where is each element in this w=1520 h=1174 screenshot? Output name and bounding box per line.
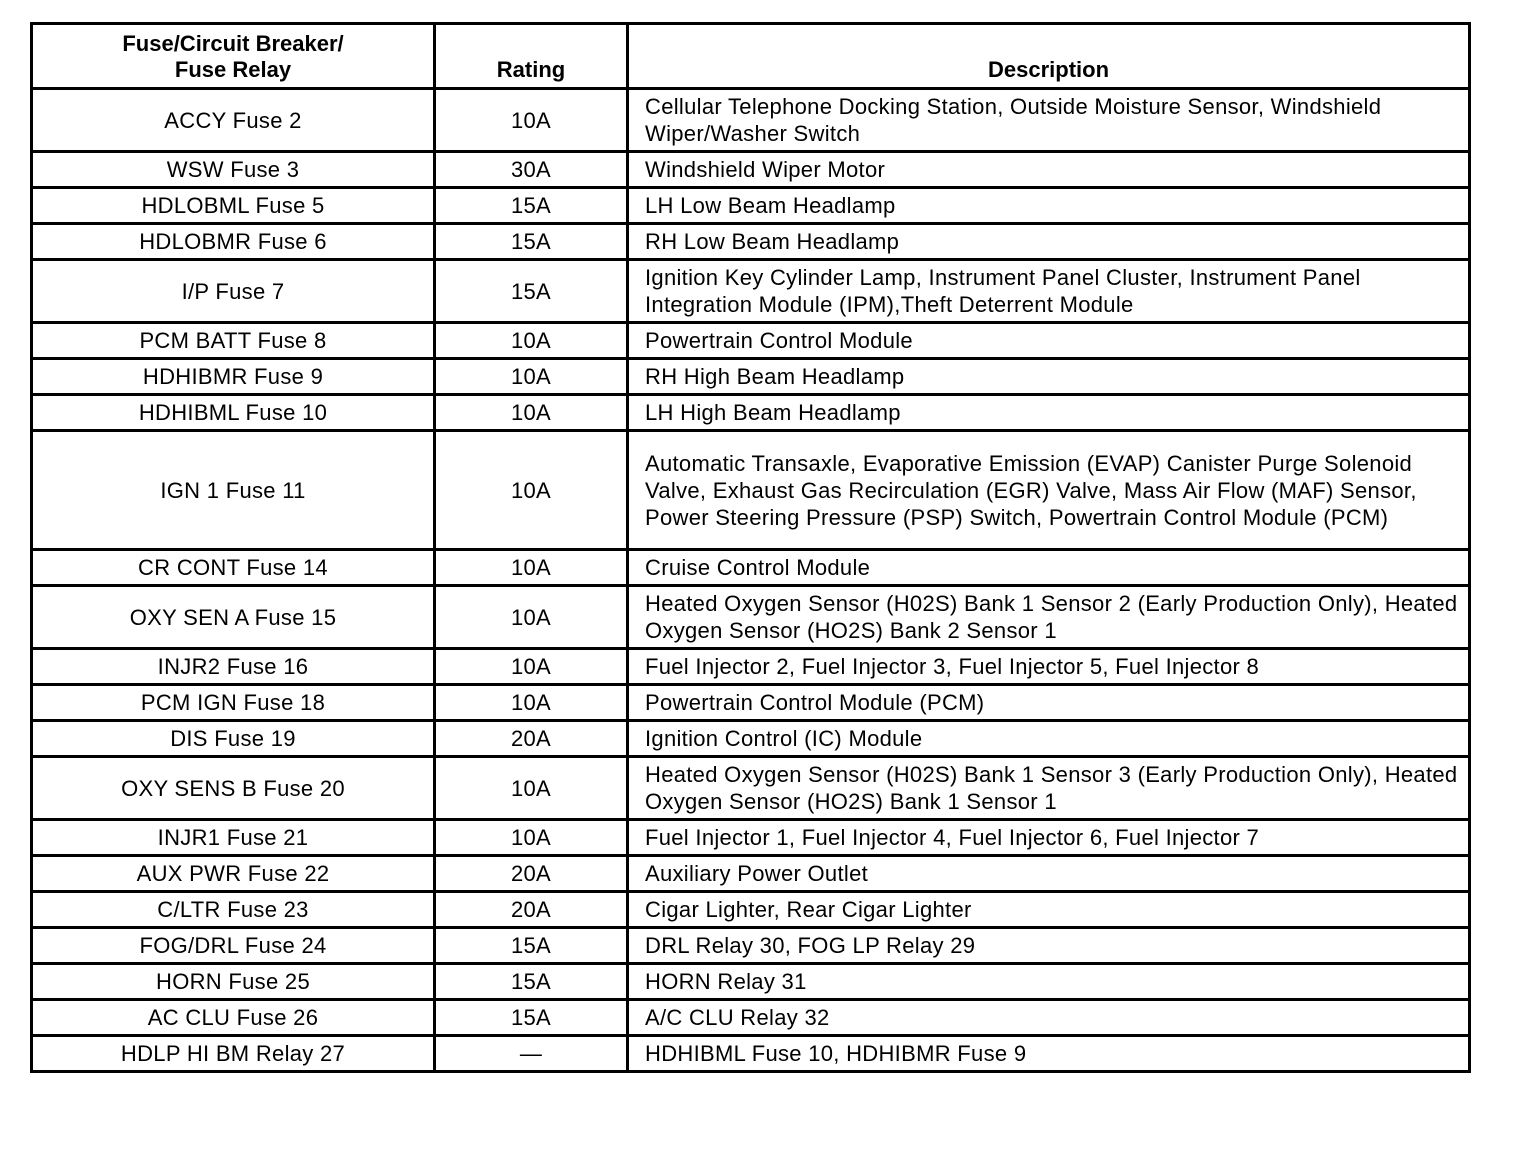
fuse-cell: INJR1 Fuse 21 xyxy=(32,820,435,856)
rating-cell: 10A xyxy=(435,685,628,721)
table-row xyxy=(32,359,1470,395)
table-row xyxy=(32,1000,1470,1036)
fuse-cell: HORN Fuse 25 xyxy=(32,964,435,1000)
description-cell: Cruise Control Module xyxy=(628,550,1470,586)
rating-cell: 15A xyxy=(435,224,628,260)
table-row xyxy=(32,856,1470,892)
fuse-cell: PCM IGN Fuse 18 xyxy=(32,685,435,721)
description-cell: LH Low Beam Headlamp xyxy=(628,188,1470,224)
description-cell: RH Low Beam Headlamp xyxy=(628,224,1470,260)
table-row xyxy=(32,685,1470,721)
table-row xyxy=(32,757,1470,820)
fuse-cell: HDHIBML Fuse 10 xyxy=(32,395,435,431)
description-cell: RH High Beam Headlamp xyxy=(628,359,1470,395)
fuse-cell: ACCY Fuse 2 xyxy=(32,89,435,152)
fuse-cell: C/LTR Fuse 23 xyxy=(32,892,435,928)
fuse-cell: I/P Fuse 7 xyxy=(32,260,435,323)
rating-cell: 20A xyxy=(435,856,628,892)
table-row xyxy=(32,820,1470,856)
fuse-cell: FOG/DRL Fuse 24 xyxy=(32,928,435,964)
table-row xyxy=(32,152,1470,188)
table-header xyxy=(32,24,1470,89)
rating-cell: 15A xyxy=(435,188,628,224)
rating-cell: 20A xyxy=(435,892,628,928)
fuse-cell: CR CONT Fuse 14 xyxy=(32,550,435,586)
header-fuse: Fuse/Circuit Breaker/ Fuse Relay xyxy=(32,24,435,89)
description-cell: LH High Beam Headlamp xyxy=(628,395,1470,431)
table-row xyxy=(32,323,1470,359)
table-row xyxy=(32,721,1470,757)
description-cell: HORN Relay 31 xyxy=(628,964,1470,1000)
fuse-cell: DIS Fuse 19 xyxy=(32,721,435,757)
description-cell: Cigar Lighter, Rear Cigar Lighter xyxy=(628,892,1470,928)
rating-cell: 20A xyxy=(435,721,628,757)
rating-cell: — xyxy=(435,1036,628,1072)
table-row xyxy=(32,550,1470,586)
fuse-cell: WSW Fuse 3 xyxy=(32,152,435,188)
table-row xyxy=(32,964,1470,1000)
description-cell: Powertrain Control Module (PCM) xyxy=(628,685,1470,721)
table-row xyxy=(32,224,1470,260)
table-row xyxy=(32,1036,1470,1072)
rating-cell: 15A xyxy=(435,260,628,323)
fuse-cell: IGN 1 Fuse 11 xyxy=(32,431,435,550)
fuse-cell: AC CLU Fuse 26 xyxy=(32,1000,435,1036)
rating-cell: 10A xyxy=(435,757,628,820)
description-cell: Heated Oxygen Sensor (H02S) Bank 1 Sensor 2 (Early Production Only), Heated Oxygen Sensor (HO2S) Bank 2 Sensor 1 xyxy=(628,586,1470,649)
table-row xyxy=(32,188,1470,224)
description-cell: Fuel Injector 2, Fuel Injector 3, Fuel Injector 5, Fuel Injector 8 xyxy=(628,649,1470,685)
description-cell: Cellular Telephone Docking Station, Outside Moisture Sensor, Windshield Wiper/Washer Switch xyxy=(628,89,1470,152)
rating-cell: 10A xyxy=(435,586,628,649)
rating-cell: 15A xyxy=(435,1000,628,1036)
description-cell: Heated Oxygen Sensor (H02S) Bank 1 Sensor 3 (Early Production Only), Heated Oxygen Sensor (HO2S) Bank 1 Sensor 1 xyxy=(628,757,1470,820)
table-row xyxy=(32,260,1470,323)
rating-cell: 10A xyxy=(435,649,628,685)
description-cell: Ignition Key Cylinder Lamp, Instrument Panel Cluster, Instrument Panel Integration Module (IPM),Theft Deterrent Module xyxy=(628,260,1470,323)
rating-cell: 10A xyxy=(435,395,628,431)
rating-cell: 10A xyxy=(435,820,628,856)
table-row xyxy=(32,431,1470,550)
fuse-cell: AUX PWR Fuse 22 xyxy=(32,856,435,892)
fuse-cell: INJR2 Fuse 16 xyxy=(32,649,435,685)
rating-cell: 10A xyxy=(435,359,628,395)
description-cell: HDHIBML Fuse 10, HDHIBMR Fuse 9 xyxy=(628,1036,1470,1072)
fuse-table xyxy=(30,22,1471,1073)
fuse-cell: OXY SENS B Fuse 20 xyxy=(32,757,435,820)
table-body xyxy=(32,89,1470,1072)
fuse-cell: HDLOBMR Fuse 6 xyxy=(32,224,435,260)
rating-cell: 10A xyxy=(435,323,628,359)
rating-cell: 10A xyxy=(435,550,628,586)
description-cell: Powertrain Control Module xyxy=(628,323,1470,359)
rating-cell: 10A xyxy=(435,89,628,152)
description-cell: Windshield Wiper Motor xyxy=(628,152,1470,188)
description-cell: DRL Relay 30, FOG LP Relay 29 xyxy=(628,928,1470,964)
table-row xyxy=(32,395,1470,431)
header-row xyxy=(32,24,1470,89)
table-row xyxy=(32,649,1470,685)
rating-cell: 10A xyxy=(435,431,628,550)
table-row xyxy=(32,89,1470,152)
description-cell: A/C CLU Relay 32 xyxy=(628,1000,1470,1036)
description-cell: Auxiliary Power Outlet xyxy=(628,856,1470,892)
fuse-cell: PCM BATT Fuse 8 xyxy=(32,323,435,359)
table-row xyxy=(32,928,1470,964)
fuse-cell: HDHIBMR Fuse 9 xyxy=(32,359,435,395)
rating-cell: 15A xyxy=(435,964,628,1000)
description-cell: Ignition Control (IC) Module xyxy=(628,721,1470,757)
rating-cell: 30A xyxy=(435,152,628,188)
fuse-cell: HDLOBML Fuse 5 xyxy=(32,188,435,224)
description-cell: Fuel Injector 1, Fuel Injector 4, Fuel Injector 6, Fuel Injector 7 xyxy=(628,820,1470,856)
fuse-cell: OXY SEN A Fuse 15 xyxy=(32,586,435,649)
rating-cell: 15A xyxy=(435,928,628,964)
fuse-cell: HDLP HI BM Relay 27 xyxy=(32,1036,435,1072)
header-rating: Rating xyxy=(435,24,628,89)
description-cell: Automatic Transaxle, Evaporative Emission (EVAP) Canister Purge Solenoid Valve, Exhaust Gas Recirculation (EGR) Valve, Mass Air Flow (MAF) Sensor, Power Steering Pressure (PSP) Switch, Powertrain Control Module (PCM) xyxy=(628,431,1470,550)
table-row xyxy=(32,892,1470,928)
table-row xyxy=(32,586,1470,649)
header-description: Description xyxy=(628,24,1470,89)
